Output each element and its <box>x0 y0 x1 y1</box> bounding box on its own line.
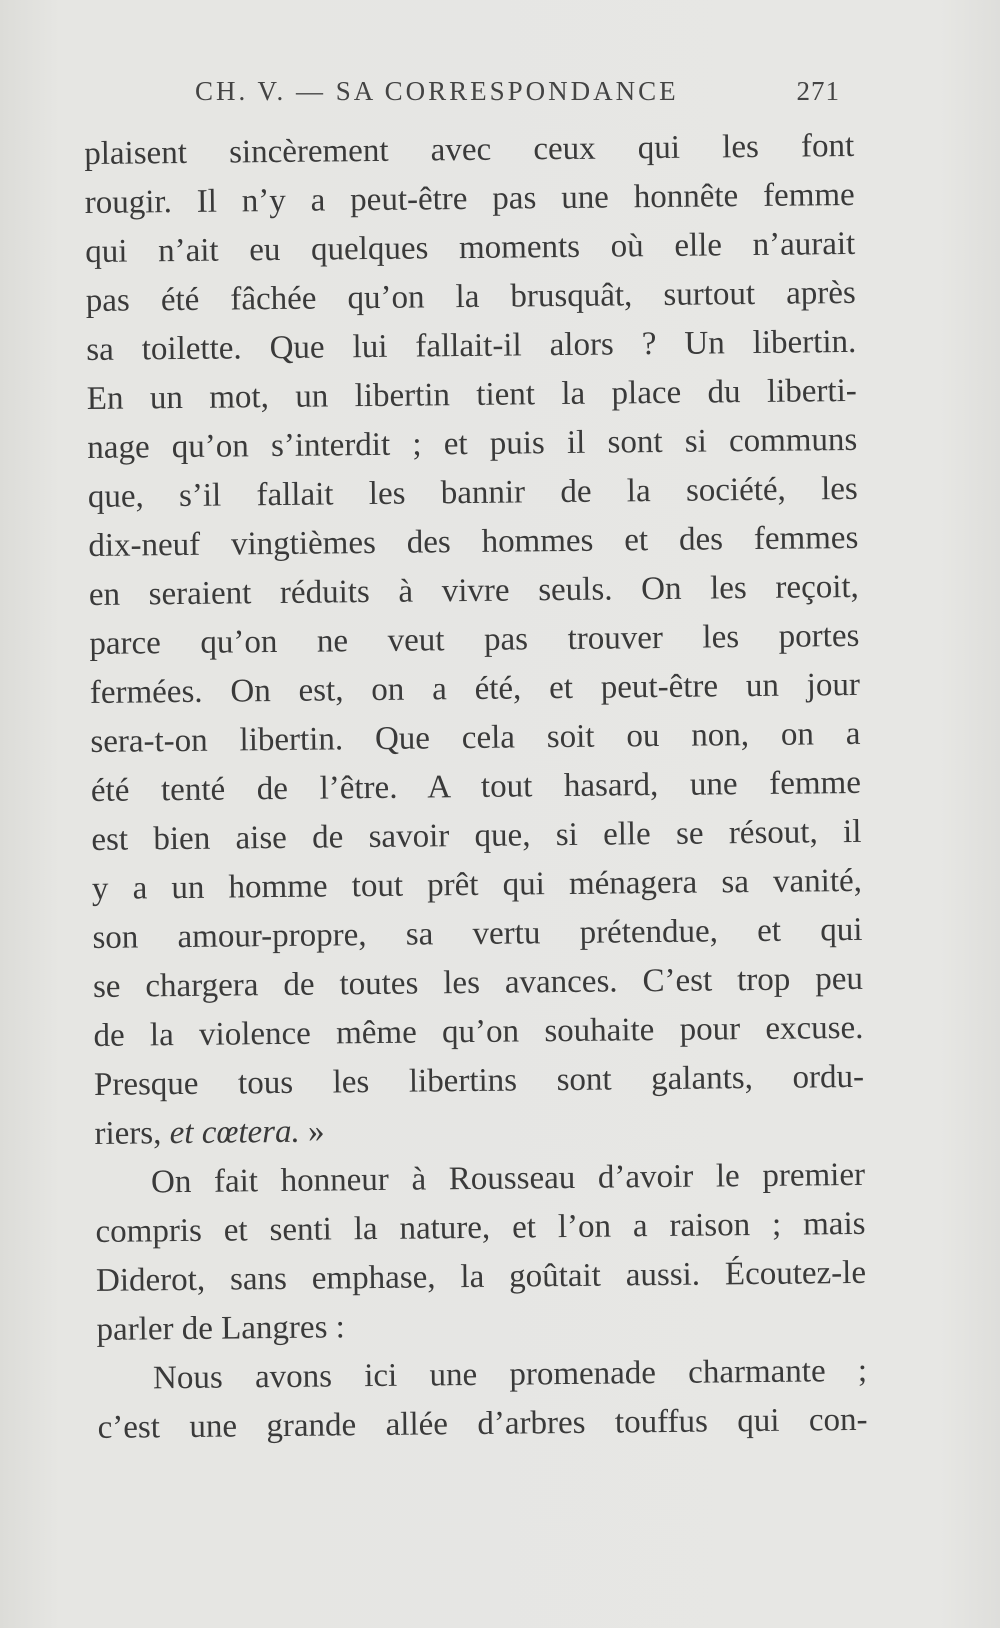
page-header <box>195 76 840 116</box>
text-line: Diderot, sans emphase, la goûtait aussi. Écoutez-le <box>95 1254 867 1299</box>
text-line: compris et senti la nature, et l’on a raison ; mais <box>95 1205 866 1250</box>
text-line: qui n’ait eu quelques moments où elle n’aurait <box>85 225 856 270</box>
running-title: CH. V. — SA CORRESPONDANCE <box>195 76 679 106</box>
text-line: y a un homme tout prêt qui ménagera sa vanité, <box>91 862 863 907</box>
text-line: en seraient réduits à vivre seuls. On les reçoit, <box>88 568 860 613</box>
text-line: c’est une grande allée d’arbres touffus qui con- <box>97 1401 868 1446</box>
page-number: 271 <box>796 76 840 106</box>
quote-end-prefix: riers, <box>94 1115 170 1152</box>
paragraph-first-line: On fait honneur à Rousseau d’avoir le premier <box>150 1156 866 1201</box>
text-line: pas été fâchée qu’on la brusquât, surtout après <box>85 274 856 319</box>
text-line: se chargera de toutes les avances. C’est trop peu <box>92 960 864 1005</box>
text-line: En un mot, un libertin tient la place du liberti- <box>86 372 857 417</box>
text-line: est bien aise de savoir que, si elle se résout, il <box>91 813 862 858</box>
text-line: Presque tous les libertins sont galants, ordu- <box>93 1058 865 1103</box>
text-line: que, s’il fallait les bannir de la société, les <box>87 470 858 515</box>
text-line: été tenté de l’être. A tout hasard, une femme <box>90 764 862 809</box>
text-line: parler de Langres : <box>96 1309 346 1348</box>
quote-end-line <box>94 1102 864 1159</box>
text-line: fermées. On est, on a été, et peut-être un jour <box>89 666 861 711</box>
text-line: plaisent sincèrement avec ceux qui les font <box>84 127 855 172</box>
text-line: nage qu’on s’interdit ; et puis il sont si communs <box>87 421 858 466</box>
text-line: sera-t-on libertin. Que cela soit ou non, on a <box>90 715 861 760</box>
body-text <box>84 122 868 1453</box>
text-line: parce qu’on ne veut pas trouver les portes <box>89 617 860 662</box>
text-line: dix-neuf vingtièmes des hommes et des femmes <box>88 519 859 564</box>
text-line: rougir. Il n’y a peut-être pas une honnête femme <box>84 176 855 221</box>
paragraph-first-line: Nous avons ici une promenade charmante ; <box>152 1352 868 1397</box>
closing-quote: » <box>299 1113 325 1150</box>
italic-phrase: et cœtera. <box>169 1113 300 1152</box>
text-line: de la violence même qu’on souhaite pour excuse. <box>93 1009 864 1054</box>
text-line: sa toilette. Que lui fallait-il alors ? Un libertin. <box>86 323 857 368</box>
text-line: son amour-propre, sa vertu prétendue, et qui <box>92 911 863 956</box>
